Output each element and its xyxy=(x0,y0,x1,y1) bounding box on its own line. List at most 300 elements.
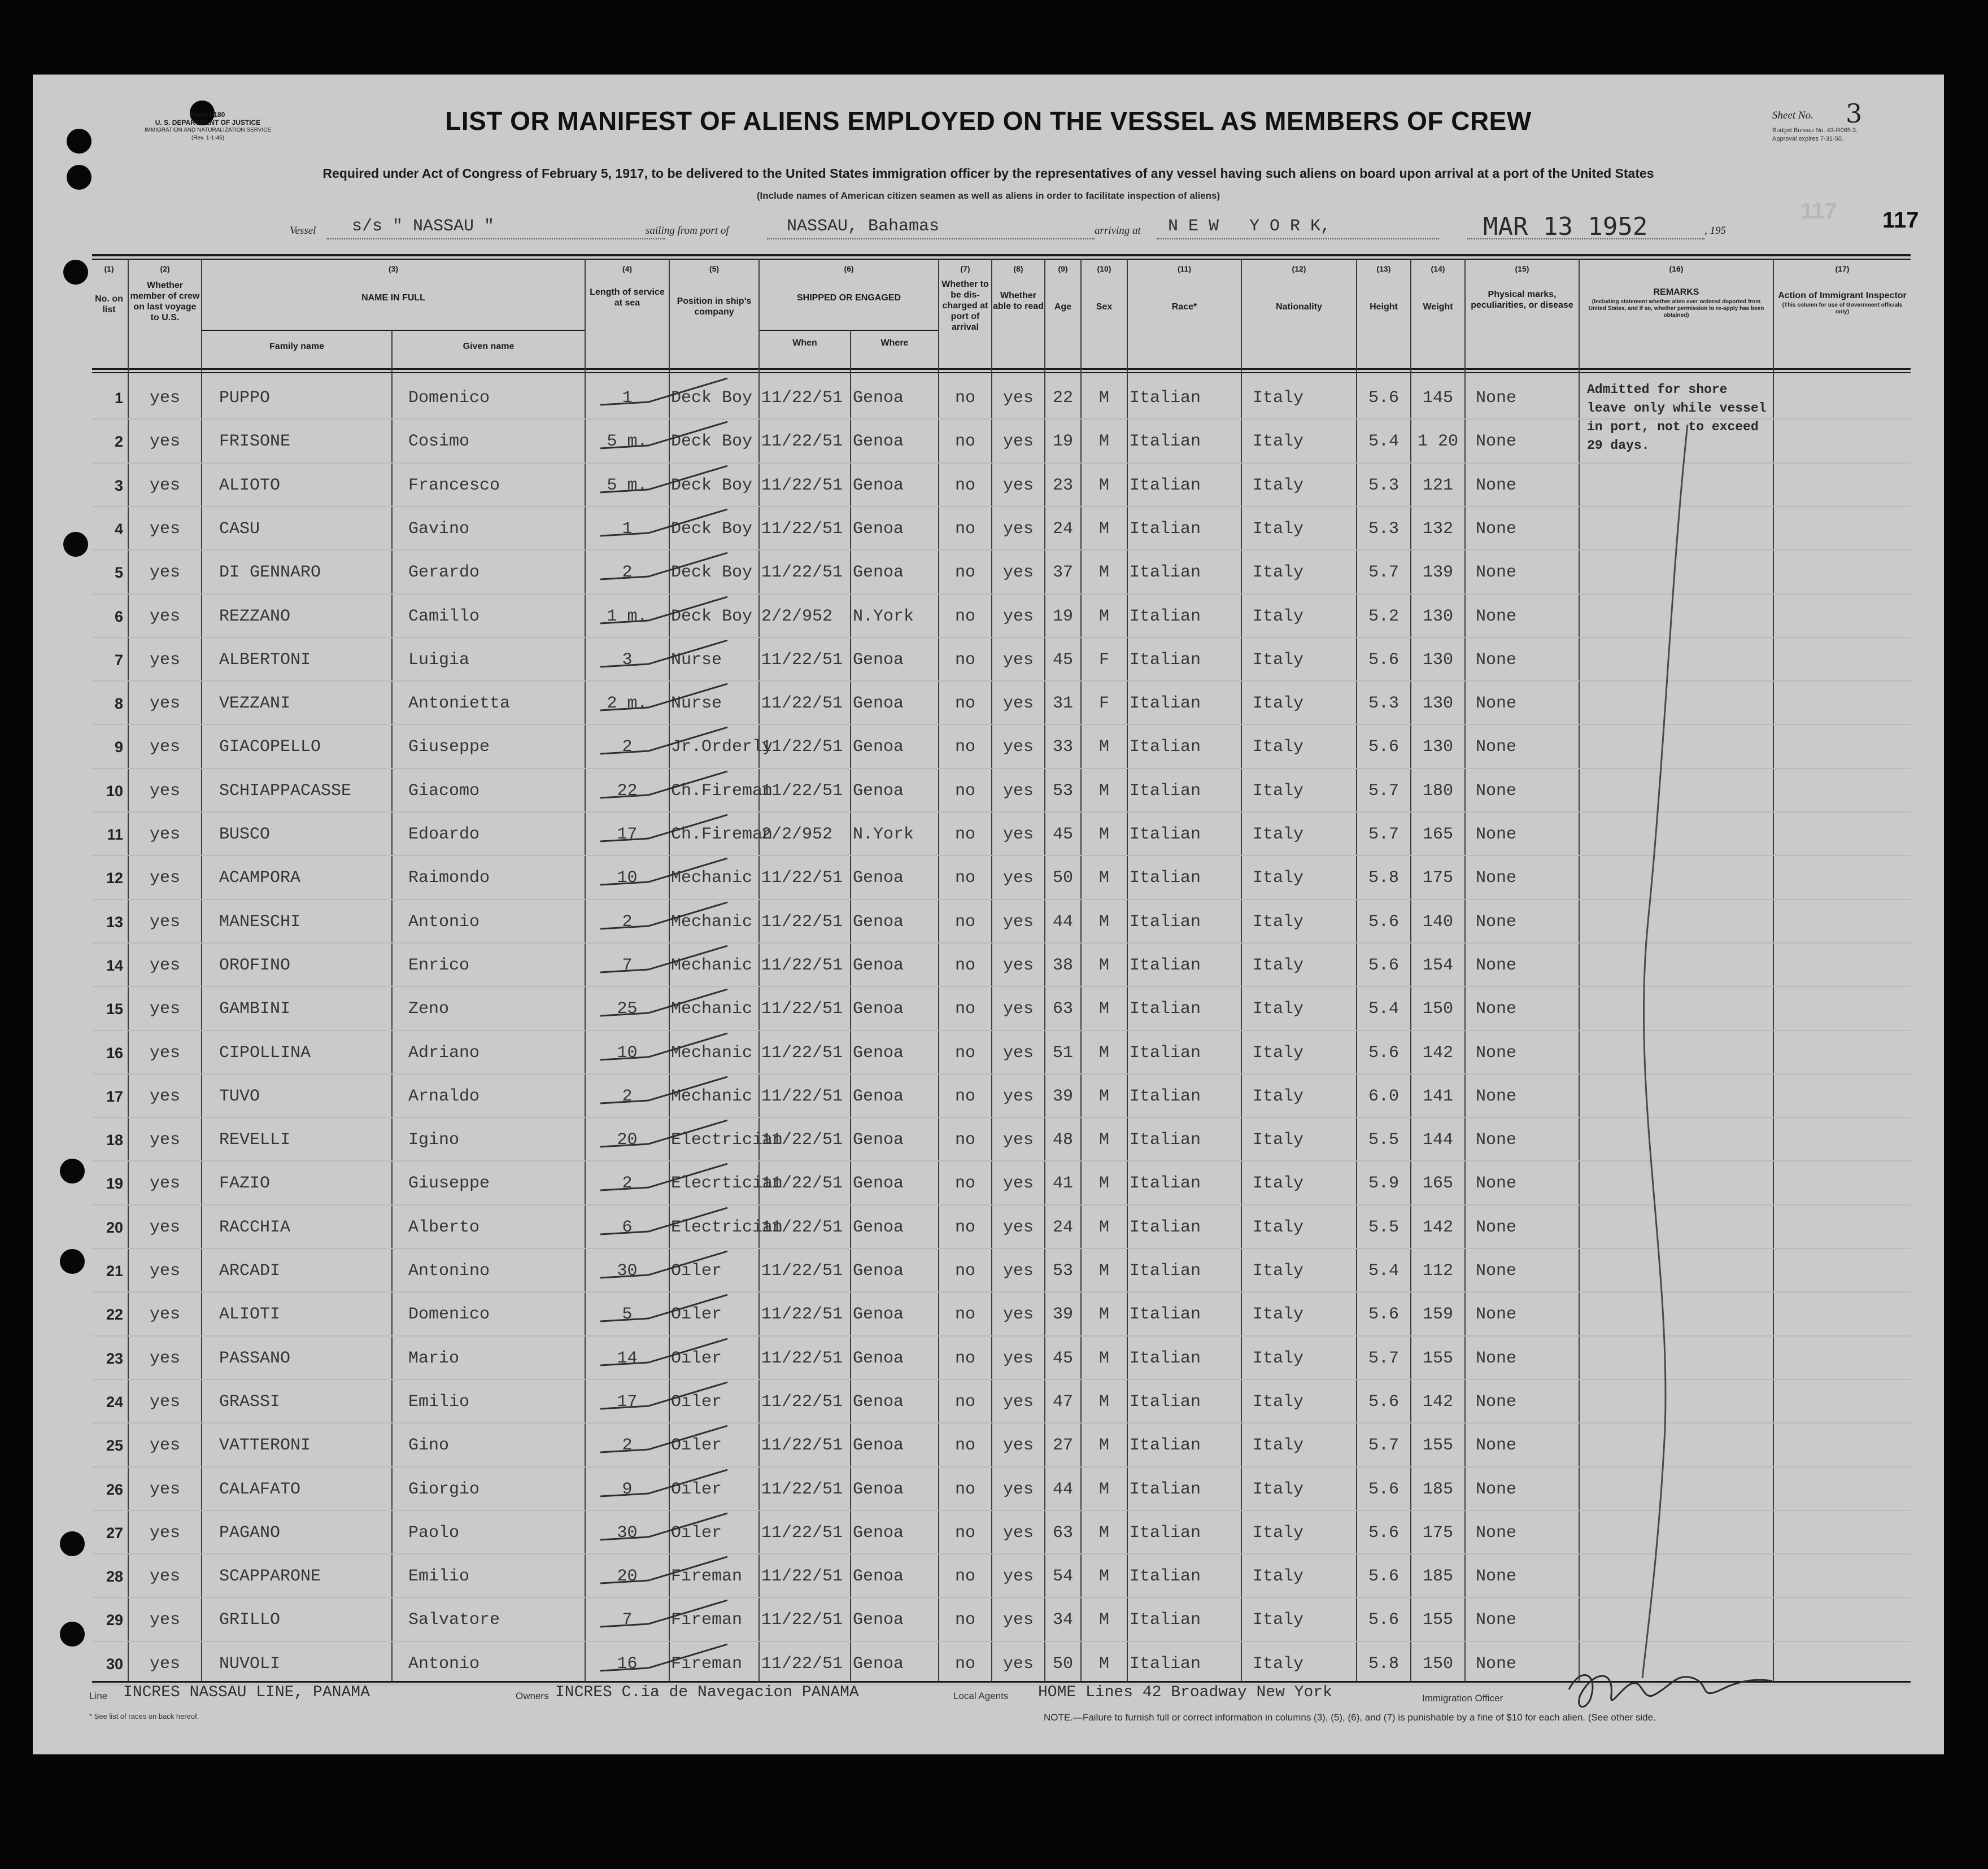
cell-when: 11/22/51 xyxy=(761,1654,843,1674)
cell-position: Electrician xyxy=(671,1217,783,1237)
cell-position: Fireman xyxy=(671,1654,743,1674)
cell-read: yes xyxy=(1002,475,1034,495)
cell-position: Mechanic xyxy=(671,1086,753,1106)
cell-race: Italian xyxy=(1130,1305,1201,1325)
cell-discharged: no xyxy=(954,1130,975,1150)
cell-when: 11/22/51 xyxy=(761,868,843,888)
cell-marks: None xyxy=(1476,694,1517,714)
cell-nationality: Italy xyxy=(1253,519,1304,539)
row-number: 30 xyxy=(106,1655,123,1673)
cell-given: Domenico xyxy=(408,388,490,408)
cell-position: Mechanic xyxy=(671,955,753,975)
cell-where: N.York xyxy=(853,606,914,626)
cell-nationality: Italy xyxy=(1253,1479,1304,1499)
cell-nationality: Italy xyxy=(1253,1348,1304,1368)
cell-height: 5.6 xyxy=(1368,388,1399,408)
cell-crew: yes xyxy=(149,1610,180,1630)
cell-weight: 155 xyxy=(1422,1348,1453,1368)
cell-weight: 139 xyxy=(1422,563,1453,583)
cell-height: 5.5 xyxy=(1368,1130,1399,1150)
cell-given: Giuseppe xyxy=(408,1174,490,1194)
cell-race: Italian xyxy=(1130,1523,1201,1543)
cell-age: 48 xyxy=(1052,1130,1073,1150)
cell-family: ALBERTONI xyxy=(219,650,311,670)
cell-discharged: no xyxy=(954,694,975,714)
cell-weight: 159 xyxy=(1422,1305,1453,1325)
cell-family: FAZIO xyxy=(219,1174,271,1194)
cell-service: 25 xyxy=(617,999,638,1019)
cell-crew: yes xyxy=(149,1086,180,1106)
cell-service: 3 xyxy=(622,650,633,670)
cell-age: 27 xyxy=(1052,1436,1073,1456)
cell-race: Italian xyxy=(1130,868,1201,888)
cell-weight: 130 xyxy=(1422,606,1453,626)
cell-service: 2 m. xyxy=(607,694,648,714)
cell-when: 11/22/51 xyxy=(761,1436,843,1456)
cell-height: 5.8 xyxy=(1368,868,1399,888)
row-number: 19 xyxy=(106,1175,123,1193)
cell-when: 11/22/51 xyxy=(761,912,843,932)
cell-where: Genoa xyxy=(853,1523,904,1543)
cell-sex: M xyxy=(1098,1392,1109,1412)
cell-where: Genoa xyxy=(853,1130,904,1150)
cell-service: 1 xyxy=(622,388,633,408)
col-11-header: (11) Race* xyxy=(1171,264,1197,312)
cell-race: Italian xyxy=(1130,432,1201,452)
col-15-header: (15) Physical marks, peculiarities, or disease xyxy=(1471,264,1573,310)
cell-service: 20 xyxy=(617,1130,638,1150)
cell-height: 5.7 xyxy=(1368,563,1399,583)
cell-read: yes xyxy=(1002,737,1034,757)
checkmark-stroke xyxy=(598,417,733,457)
cell-marks: None xyxy=(1476,563,1517,583)
cell-position: Deck Boy xyxy=(671,606,753,626)
cell-age: 44 xyxy=(1052,1479,1073,1499)
row-number: 21 xyxy=(106,1263,123,1280)
cell-family: ACAMPORA xyxy=(219,868,301,888)
cell-marks: None xyxy=(1476,519,1517,539)
cell-marks: None xyxy=(1476,1654,1517,1674)
cell-age: 54 xyxy=(1052,1567,1073,1587)
cell-when: 11/22/51 xyxy=(761,388,843,408)
cell-position: Oiler xyxy=(671,1261,722,1281)
col-12-header: (12) Nationality xyxy=(1276,264,1322,312)
cell-read: yes xyxy=(1002,694,1034,714)
cell-discharged: no xyxy=(954,825,975,844)
cell-crew: yes xyxy=(149,1479,180,1499)
cell-age: 19 xyxy=(1052,606,1073,626)
checkmark-stroke xyxy=(598,1247,733,1286)
cell-read: yes xyxy=(1002,519,1034,539)
cell-weight: 150 xyxy=(1422,999,1453,1019)
cell-read: yes xyxy=(1002,1174,1034,1194)
cell-weight: 141 xyxy=(1422,1086,1453,1106)
cell-crew: yes xyxy=(149,1348,180,1368)
line-value: INCRES NASSAU LINE, PANAMA xyxy=(123,1684,370,1701)
cell-position: Nurse xyxy=(671,650,722,670)
cell-service: 5 m. xyxy=(607,432,648,452)
remarks-text: Admitted for shore leave only while vessel in port, not to exceed 29 days. xyxy=(1587,382,1767,453)
agents-label: Local Agents xyxy=(953,1691,1009,1701)
cell-position: Deck Boy xyxy=(671,432,753,452)
row-number: 23 xyxy=(106,1350,123,1367)
cell-weight: 185 xyxy=(1422,1567,1453,1587)
remarks-ditto-line xyxy=(1580,413,1772,1689)
cell-sex: M xyxy=(1098,1261,1109,1281)
cell-marks: None xyxy=(1476,868,1517,888)
cell-height: 5.9 xyxy=(1368,1174,1399,1194)
cell-when: 11/22/51 xyxy=(761,999,843,1019)
cell-height: 5.6 xyxy=(1368,650,1399,670)
col-10-header: (10) Sex xyxy=(1096,264,1113,312)
department: U. S. DEPARTMENT OF JUSTICE xyxy=(155,119,261,126)
cell-crew: yes xyxy=(149,1523,180,1543)
cell-read: yes xyxy=(1002,388,1034,408)
cell-position: Oiler xyxy=(671,1392,722,1412)
cell-nationality: Italy xyxy=(1253,650,1304,670)
punch-hole xyxy=(63,532,88,557)
cell-family: REZZANO xyxy=(219,606,291,626)
cell-when: 11/22/51 xyxy=(761,1610,843,1630)
cell-given: Giorgio xyxy=(408,1479,480,1499)
cell-when: 11/22/51 xyxy=(761,955,843,975)
cell-weight: 155 xyxy=(1422,1610,1453,1630)
cell-when: 11/22/51 xyxy=(761,737,843,757)
cell-age: 63 xyxy=(1052,1523,1073,1543)
cell-where: Genoa xyxy=(853,1217,904,1237)
cell-height: 5.6 xyxy=(1368,1523,1399,1543)
cell-given: Cosimo xyxy=(408,432,470,452)
cell-age: 39 xyxy=(1052,1305,1073,1325)
col-1-header: (1) No. on list xyxy=(95,264,123,315)
cell-crew: yes xyxy=(149,737,180,757)
cell-family: SCAPPARONE xyxy=(219,1567,321,1587)
cell-height: 5.6 xyxy=(1368,912,1399,932)
cell-sex: M xyxy=(1098,1436,1109,1456)
cell-service: 10 xyxy=(617,1043,638,1063)
cell-nationality: Italy xyxy=(1253,1392,1304,1412)
cell-where: Genoa xyxy=(853,563,904,583)
cell-when: 11/22/51 xyxy=(761,475,843,495)
cell-service: 17 xyxy=(617,1392,638,1412)
cell-family: ALIOTO xyxy=(219,475,281,495)
cell-height: 5.5 xyxy=(1368,1217,1399,1237)
cell-crew: yes xyxy=(149,388,180,408)
checkmark-stroke xyxy=(598,592,733,632)
cell-discharged: no xyxy=(954,1436,975,1456)
cell-family: GIACOPELLO xyxy=(219,737,321,757)
cell-position: Jr.Orderly xyxy=(671,737,773,757)
cell-nationality: Italy xyxy=(1253,475,1304,495)
cell-marks: None xyxy=(1476,1043,1517,1063)
cell-race: Italian xyxy=(1130,955,1201,975)
cell-height: 5.8 xyxy=(1368,1654,1399,1674)
row-number: 20 xyxy=(106,1219,123,1236)
page-title: LIST OR MANIFEST OF ALIENS EMPLOYED ON THE VESSEL AS MEMBERS OF CREW xyxy=(445,106,1532,136)
cell-nationality: Italy xyxy=(1253,781,1304,801)
cell-when: 11/22/51 xyxy=(761,519,843,539)
cell-where: Genoa xyxy=(853,432,904,452)
cell-height: 5.6 xyxy=(1368,1479,1399,1499)
cell-crew: yes xyxy=(149,999,180,1019)
cell-read: yes xyxy=(1002,1217,1034,1237)
cell-race: Italian xyxy=(1130,475,1201,495)
checkmark-stroke xyxy=(598,679,733,719)
cell-read: yes xyxy=(1002,1436,1034,1456)
cell-marks: None xyxy=(1476,1392,1517,1412)
cell-race: Italian xyxy=(1130,1436,1201,1456)
cell-crew: yes xyxy=(149,868,180,888)
cell-race: Italian xyxy=(1130,781,1201,801)
cell-sex: M xyxy=(1098,825,1109,844)
cell-when: 2/2/952 xyxy=(761,606,833,626)
cell-nationality: Italy xyxy=(1253,694,1304,714)
checkmark-stroke xyxy=(598,810,733,850)
cell-height: 5.6 xyxy=(1368,1610,1399,1630)
checkmark-stroke xyxy=(598,767,733,806)
penalty-note: NOTE.—Failure to furnish full or correct information in columns (3), (5), (6), and (7) is punishable by a fine of $10 for each alien. (See other side. xyxy=(1044,1712,1656,1723)
cell-position: Nurse xyxy=(671,694,722,714)
cell-sex: M xyxy=(1098,1654,1109,1674)
cell-where: Genoa xyxy=(853,1086,904,1106)
checkmark-stroke xyxy=(598,636,733,675)
cell-weight: 142 xyxy=(1422,1043,1453,1063)
cell-family: DI GENNARO xyxy=(219,563,321,583)
cell-weight: 175 xyxy=(1422,868,1453,888)
cell-family: BUSCO xyxy=(219,825,271,844)
cell-where: Genoa xyxy=(853,1567,904,1587)
cell-position: Oiler xyxy=(671,1436,722,1456)
cell-marks: None xyxy=(1476,825,1517,844)
cell-discharged: no xyxy=(954,1305,975,1325)
cell-family: NUVOLI xyxy=(219,1654,281,1674)
cell-marks: None xyxy=(1476,1217,1517,1237)
given-name-header: Given name xyxy=(463,342,515,351)
cell-when: 11/22/51 xyxy=(761,1086,843,1106)
cell-marks: None xyxy=(1476,1610,1517,1630)
cell-age: 50 xyxy=(1052,868,1073,888)
cell-nationality: Italy xyxy=(1253,955,1304,975)
checkmark-stroke xyxy=(598,1159,733,1199)
checkmark-stroke xyxy=(598,1421,733,1461)
cell-age: 24 xyxy=(1052,519,1073,539)
cell-sex: M xyxy=(1098,563,1109,583)
cell-weight: 185 xyxy=(1422,1479,1453,1499)
cell-sex: F xyxy=(1098,650,1109,670)
cell-crew: yes xyxy=(149,1261,180,1281)
cell-crew: yes xyxy=(149,1043,180,1063)
cell-where: Genoa xyxy=(853,694,904,714)
cell-age: 31 xyxy=(1052,694,1073,714)
cell-race: Italian xyxy=(1130,737,1201,757)
cell-discharged: no xyxy=(954,1523,975,1543)
cell-discharged: no xyxy=(954,1610,975,1630)
cell-family: FRISONE xyxy=(219,432,291,452)
cell-family: CIPOLLINA xyxy=(219,1043,311,1063)
cell-marks: None xyxy=(1476,1305,1517,1325)
officer-label: Immigration Officer xyxy=(1422,1693,1503,1704)
cell-race: Italian xyxy=(1130,563,1201,583)
cell-where: Genoa xyxy=(853,1348,904,1368)
cell-given: Igino xyxy=(408,1130,460,1150)
row-number: 6 xyxy=(114,608,123,625)
page-subtitle-note: (Include names of American citizen seamen as well as aliens in order to facilitate inspection of aliens) xyxy=(756,190,1220,201)
cell-height: 5.2 xyxy=(1368,606,1399,626)
cell-read: yes xyxy=(1002,781,1034,801)
cell-where: Genoa xyxy=(853,912,904,932)
cell-service: 30 xyxy=(617,1523,638,1543)
cell-service: 2 xyxy=(622,563,633,583)
cell-family: ALIOTI xyxy=(219,1305,281,1325)
cell-weight: 121 xyxy=(1422,475,1453,495)
cell-crew: yes xyxy=(149,1130,180,1150)
punch-hole xyxy=(63,260,88,285)
cell-nationality: Italy xyxy=(1253,1086,1304,1106)
row-number: 27 xyxy=(106,1524,123,1542)
cell-family: VEZZANI xyxy=(219,694,291,714)
cell-discharged: no xyxy=(954,1043,975,1063)
cell-family: TUVO xyxy=(219,1086,260,1106)
cell-sex: M xyxy=(1098,1610,1109,1630)
cell-read: yes xyxy=(1002,912,1034,932)
cell-height: 5.4 xyxy=(1368,999,1399,1019)
cell-service: 22 xyxy=(617,781,638,801)
cell-service: 2 xyxy=(622,1436,633,1456)
cell-position: Oiler xyxy=(671,1523,722,1543)
cell-sex: M xyxy=(1098,1567,1109,1587)
cell-given: Domenico xyxy=(408,1305,490,1325)
cell-sex: M xyxy=(1098,1348,1109,1368)
cell-discharged: no xyxy=(954,999,975,1019)
cell-read: yes xyxy=(1002,1043,1034,1063)
checkmark-stroke xyxy=(598,941,733,981)
cell-discharged: no xyxy=(954,1654,975,1674)
cell-read: yes xyxy=(1002,1261,1034,1281)
cell-race: Italian xyxy=(1130,1086,1201,1106)
cell-position: Ch.Fireman xyxy=(671,825,773,844)
arrival-date-stamp: MAR 13 1952 xyxy=(1483,212,1648,241)
cell-position: Oiler xyxy=(671,1348,722,1368)
page-number: 117 xyxy=(1882,208,1919,233)
cell-given: Zeno xyxy=(408,999,450,1019)
cell-family: OROFINO xyxy=(219,955,291,975)
cell-marks: None xyxy=(1476,388,1517,408)
cell-weight: 165 xyxy=(1422,1174,1453,1194)
cell-position: Mechanic xyxy=(671,999,753,1019)
row-number: 10 xyxy=(106,782,123,800)
cell-service: 2 xyxy=(622,737,633,757)
cell-family: PUPPO xyxy=(219,388,271,408)
cell-where: Genoa xyxy=(853,475,904,495)
cell-service: 5 m. xyxy=(607,475,648,495)
cell-family: PASSANO xyxy=(219,1348,291,1368)
line-label: Line xyxy=(89,1691,108,1701)
row-number: 7 xyxy=(114,651,123,669)
cell-age: 50 xyxy=(1052,1654,1073,1674)
cell-height: 5.6 xyxy=(1368,1305,1399,1325)
cell-service: 10 xyxy=(617,868,638,888)
cell-marks: None xyxy=(1476,475,1517,495)
cell-age: 33 xyxy=(1052,737,1073,757)
cell-marks: None xyxy=(1476,1567,1517,1587)
cell-given: Mario xyxy=(408,1348,460,1368)
cell-weight: 175 xyxy=(1422,1523,1453,1543)
checkmark-stroke xyxy=(598,1072,733,1112)
cell-height: 5.6 xyxy=(1368,955,1399,975)
cell-where: Genoa xyxy=(853,955,904,975)
checkmark-stroke xyxy=(598,1334,733,1374)
cell-service: 16 xyxy=(617,1654,638,1674)
cell-where: N.York xyxy=(853,825,914,844)
cell-service: 1 m. xyxy=(607,606,648,626)
checkmark-stroke xyxy=(598,1640,733,1679)
cell-read: yes xyxy=(1002,1086,1034,1106)
cell-service: 17 xyxy=(617,825,638,844)
cell-where: Genoa xyxy=(853,868,904,888)
cell-age: 34 xyxy=(1052,1610,1073,1630)
cell-race: Italian xyxy=(1130,1130,1201,1150)
cell-read: yes xyxy=(1002,825,1034,844)
cell-given: Gavino xyxy=(408,519,470,539)
cell-race: Italian xyxy=(1130,1392,1201,1412)
cell-marks: None xyxy=(1476,606,1517,626)
sailing-port: NASSAU, Bahamas xyxy=(787,217,940,236)
cell-sex: M xyxy=(1098,737,1109,757)
cell-discharged: no xyxy=(954,1392,975,1412)
cell-when: 11/22/51 xyxy=(761,650,843,670)
cell-when: 11/22/51 xyxy=(761,1392,843,1412)
col-17-header: (17) Action of Immigrant Inspector (This column for use of Government officials only) xyxy=(1778,264,1907,315)
cell-read: yes xyxy=(1002,1610,1034,1630)
col-9-header: (9) Age xyxy=(1054,264,1072,312)
cell-discharged: no xyxy=(954,519,975,539)
cell-position: Fireman xyxy=(671,1610,743,1630)
cell-weight: 130 xyxy=(1422,737,1453,757)
checkmark-stroke xyxy=(598,461,733,501)
cell-service: 2 xyxy=(622,912,633,932)
cell-when: 11/22/51 xyxy=(761,1174,843,1194)
cell-position: Elecrtician xyxy=(671,1174,783,1194)
row-number: 24 xyxy=(106,1393,123,1411)
cell-height: 5.7 xyxy=(1368,781,1399,801)
cell-sex: M xyxy=(1098,606,1109,626)
cell-given: Antonio xyxy=(408,1654,480,1674)
cell-sex: M xyxy=(1098,1086,1109,1106)
cell-family: RACCHIA xyxy=(219,1217,291,1237)
cell-crew: yes xyxy=(149,563,180,583)
cell-marks: None xyxy=(1476,650,1517,670)
cell-nationality: Italy xyxy=(1253,432,1304,452)
col-2-header: (2) Whether member of crew on last voyage to U.S. xyxy=(130,264,200,322)
cell-sex: M xyxy=(1098,868,1109,888)
cell-when: 11/22/51 xyxy=(761,1130,843,1150)
cell-race: Italian xyxy=(1130,388,1201,408)
cell-crew: yes xyxy=(149,519,180,539)
cell-age: 47 xyxy=(1052,1392,1073,1412)
cell-height: 5.7 xyxy=(1368,1348,1399,1368)
cell-position: Electrician xyxy=(671,1130,783,1150)
cell-when: 11/22/51 xyxy=(761,1479,843,1499)
cell-discharged: no xyxy=(954,868,975,888)
year-suffix: , 195 xyxy=(1704,225,1726,237)
cell-read: yes xyxy=(1002,1348,1034,1368)
cell-service: 7 xyxy=(622,955,633,975)
cell-read: yes xyxy=(1002,1392,1034,1412)
cell-nationality: Italy xyxy=(1253,868,1304,888)
cell-discharged: no xyxy=(954,1086,975,1106)
checkmark-stroke xyxy=(598,1290,733,1330)
cell-race: Italian xyxy=(1130,1610,1201,1630)
